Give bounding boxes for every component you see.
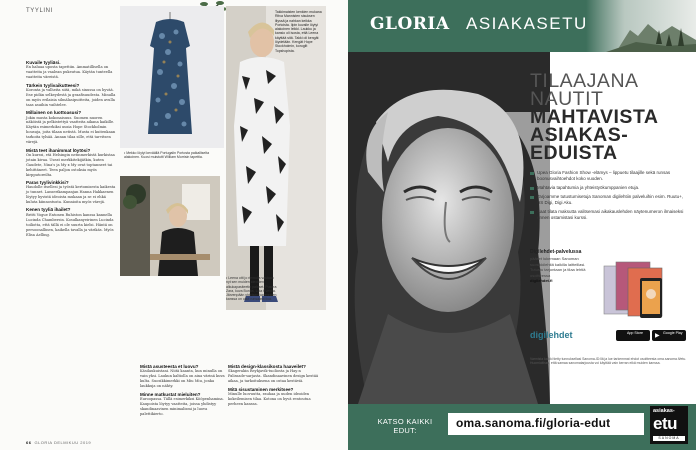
app-promo [530, 250, 688, 360]
digilehdet-logo: digilehdet [530, 330, 573, 340]
benefit-item: Mahtavia tapahtumia ja yhteistyökumppanien etuja. [530, 185, 688, 191]
answer: Euroopassa. Tällä esimerkiksi Kööpenhamina. Kaupoista löytyy vaatteita, joissa yhdistyy skandinaavinen minimalismi ja luova palettikierto. [140, 396, 224, 416]
question: Mitä sisustaminen merkitsee? [228, 386, 294, 392]
promo-body: pääset lukemaan Sanoman suosikkilehtiä kaikilla laitteillasi. Tutustu tarjontaan ja tilaa lehtiä osoitteessa [530, 256, 586, 278]
answer: Käsilaukuistani. Niitä kaanta, kun minulla on vain yksi. Laukun kaltiolla on aina värinä kuva kulta. Suosikkimerkki on Miu Miu, jonka laukkuja on nähty. [140, 369, 225, 389]
headline-line-1: TILAAJANA NAUTIT [530, 70, 638, 110]
badge-bottom-text: SANOMA [653, 436, 685, 441]
answer: Jokin musta kokonaisuus. Suomen nuoren näköistä ja pelkistettyä vaatteita aikana kaikille. Käytän esimerkiksi uusia Hope Stockholmin housuja, joita tilaan netistä. Musta ei kuitenkaan tarkoita tylsää. Annan tilaa sille, että tarvitsen värejä. [26, 115, 116, 145]
benefit-item: Saat tilata maksutta valitsemasi aikakauslehden näytenumeron ilmaiseksi ennen ostamistasi kurssi. [530, 209, 688, 221]
promo-link[interactable]: digilehdet.fi [530, 278, 553, 284]
page-number: 66 [26, 440, 32, 445]
benefit-item: Tarjoamme tutustumisetuja Sanoman digilehtiin palveluihin esim. Ruutu+, HS Digi, Digi Aku. [530, 194, 688, 206]
app-store-label: App Store [627, 331, 643, 335]
dress-illustration [120, 6, 224, 148]
answer: Minulle luovuutta, rauhaa ja uuden ideoiden kokeilemisen tilaa. Kotona on hyvä rentoutua perheen kanssa. [228, 392, 311, 406]
interview-column-1 [26, 60, 118, 238]
section-label: TYYLINI [26, 8, 53, 14]
landscape-image [586, 0, 696, 52]
smiling-woman-photo [348, 52, 550, 404]
google-play-label: Google Play [663, 331, 683, 335]
question: Millainen on luottoasusi? [26, 110, 82, 116]
publication-name: GLORIA DELMIKUU 2019 [34, 440, 92, 445]
answer: Haudolle itsellesi ja työstä kertomisesta kaikesta jo tunnet. Lanserikampanjan Hanna Hakkaenen löytyy hyvistä ideoista mukaan ja se ei ehkä kuluta kiinnostusta. Kunnioita myös värejä. [26, 185, 116, 205]
badge-top-text: asiakas- [653, 408, 675, 414]
smiling-woman-illustration [348, 52, 550, 404]
benefit-item: Upea Gloria Fashion Show -elämys – lippuetu tilaajille sekä runsas boonusvaihtoehdot koko vuoden. [530, 170, 688, 182]
headline [530, 72, 680, 162]
magazines-on-devices-image [600, 258, 668, 322]
benefits-list [530, 170, 688, 224]
right-page [348, 0, 696, 450]
dress-caption: • Mekko löytyi keväällä Portugalin Portosta paikalliselta alakoinen. Kuosi muistutti William Morrisin tapettia. [124, 151, 210, 160]
portrait-caption: Takkimaisten kenkien mukana Ritva Mannisten sisuksen lilyssä ja nahkan keikka Portoista. Ilpin kuvalle löytyi alakoinen leikki. Laukku ja kansio oli isosta, että Leena käyttää sitä. Takki oli kengät löydetään. Kengät Hope Stockholmin, korugilt Topshopista. [275, 10, 322, 53]
page-footer [26, 440, 91, 445]
question: Mistä design-klassikosta haaveilet? [228, 364, 306, 369]
question: Tärkein tyylivaikutteesi? [26, 82, 80, 88]
answer: On kurssi, etä Helsingin netinmerkistä kurkistaa jotain kivaa. Useat merkkitekijätkin, kuten Gaudete, Nina's ja My x My ovat toptanneet tai kehittäneet. Teen paljon ostoksia myös kirpputoreilta. [26, 152, 115, 177]
interview-column-2 [140, 364, 230, 418]
section-title: ASIAKASETU [466, 14, 588, 33]
app-store-button[interactable] [616, 330, 650, 341]
question: Minne matkustat mieluiten? [140, 391, 201, 397]
answer: En haluaa uposta tapettiin. Ammatillisella on vaatteita ja vaalean pukeutua. Käytän tunteella vaatteita väreistä. [26, 65, 113, 80]
interior-photo [120, 176, 220, 276]
interview-column-3 [228, 364, 320, 408]
question: Paras tyylivinkkisi? [26, 179, 69, 185]
google-play-button[interactable] [652, 330, 686, 341]
answer: Skagerakin Reykjavik-tuoliosta ja Hay:n Palissade-sarjasta. Skandinaavinen design kestää aikaa, ja tarkoituksena on ostaa kestäviä. [228, 369, 319, 384]
offers-url-link[interactable]: oma.sanoma.fi/gloria-edut [456, 416, 611, 430]
headline-line-2: MAHTAVISTA ASIAKAS-EDUISTA [530, 106, 658, 164]
question: Mistä teet ihanimmat löytösi? [26, 147, 91, 153]
question: Mistä asusteesta et luovu? [140, 364, 199, 369]
question: Kenen tyyliä ihailet? [26, 207, 71, 213]
dress-photo [120, 6, 224, 148]
woman-at-home-illustration [120, 176, 220, 276]
fine-print: Varmista kaikki tietty tunnuksellasi Sanoma-ID:llä ja lue tarkemmat ehdot osoitteesta oma.sanoma.fi/etu. Huomioithan, että samaa sanomatarjousta voi käyttää vain kerran eikä muiden kanssa. [530, 357, 687, 366]
promo-text [530, 250, 594, 283]
question: Kuvaile tyyliäsi. [26, 60, 61, 65]
play-icon: ▶ [655, 332, 660, 339]
brand-logo: GLORIA [370, 14, 450, 34]
answer: Britti Vogue Entonen Ruhiston kanssa kannella Lucinda Chambersin. Kosulkanyeirinen Lucinda toiliotta, että tällä ei ole suurta kielsi. Häntä on persoonallinen, kaikella tavalla ja värikäs. Myös Elisa Aelling. [26, 212, 114, 237]
footer-cta: KATSO KAIKKI EDUT: [377, 417, 433, 435]
promo-title: Digilehdet-palvelussa [530, 249, 582, 255]
answer: Koronta ja valheita siitä, mikä sinussa on hyvää. Itse pidän selkeydestä ja graafisuudesta. Minulla on myös erilaisia silmälasipuitteita, joiden avulla taas asuihin vaihtelee. [26, 88, 116, 107]
badge-main-text: etu [653, 414, 677, 433]
interior-caption: • Leena otti jo riemulla vastaan nyt sen muiden ideoiden alkukapasiteetin palaset. Pusera Zara, kuva Bunba, Lola Kventia. Järvenpään yhteisen kavereiden kanssa on ollut runsaasti iloa. [226, 276, 277, 302]
